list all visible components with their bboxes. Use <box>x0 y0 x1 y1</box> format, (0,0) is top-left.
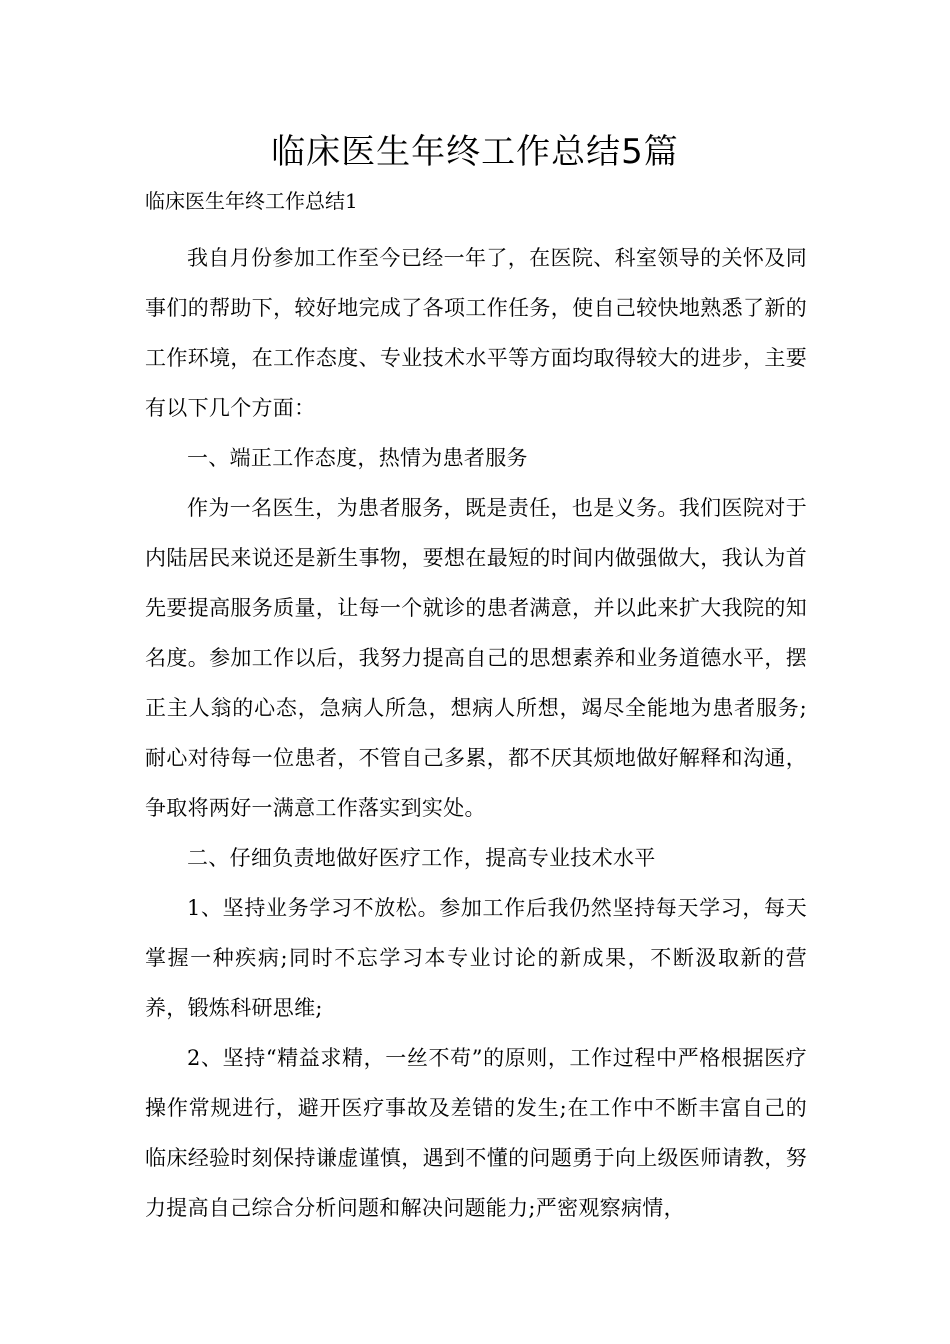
paragraph: 我自月份参加工作至今已经一年了，在医院、科室领导的关怀及同事们的帮助下，较好地完成了各项工作任务，使自己较快地熟悉了新的工作环境，在工作态度、专业技术水平等方面均取得较大的进步，主要有以下几个方面： <box>145 246 807 420</box>
document-subtitle: 临床医生年终工作总结1 <box>145 189 358 213</box>
document-body <box>145 233 807 1233</box>
section-heading: 一、端正工作态度，热情为患者服务 <box>187 446 528 470</box>
paragraph: 1、坚持业务学习不放松。参加工作后我仍然坚持每天学习，每天掌握一种疾病;同时不忘学习本专业讨论的新成果，不断汲取新的营养，锻炼科研思维; <box>145 896 807 1020</box>
paragraph: 作为一名医生，为患者服务，既是责任，也是义务。我们医院对于内陆居民来说还是新生事物，要想在最短的时间内做强做大，我认为首先要提高服务质量，让每一个就诊的患者满意，并以此来扩大我院的知名度。参加工作以后，我努力提高自己的思想素养和业务道德水平，摆正主人翁的心态，急病人所急，想病人所想，竭尽全能地为患者服务;耐心对待每一位患者，不管自己多累，都不厌其烦地做好解释和沟通，争取将两好一满意工作落实到实处。 <box>145 496 807 820</box>
paragraph: 2、坚持“精益求精，一丝不苟”的原则，工作过程中严格根据医疗操作常规进行，避开医疗事故及差错的发生;在工作中不断丰富自己的临床经验时刻保持谦虚谨慎，遇到不懂的问题勇于向上级医师请教，努力提高自己综合分析问题和解决问题能力;严密观察病情， <box>145 1046 807 1220</box>
section-heading: 二、仔细负责地做好医疗工作，提高专业技术水平 <box>187 846 656 870</box>
document-title: 临床医生年终工作总结5篇 <box>271 132 679 172</box>
